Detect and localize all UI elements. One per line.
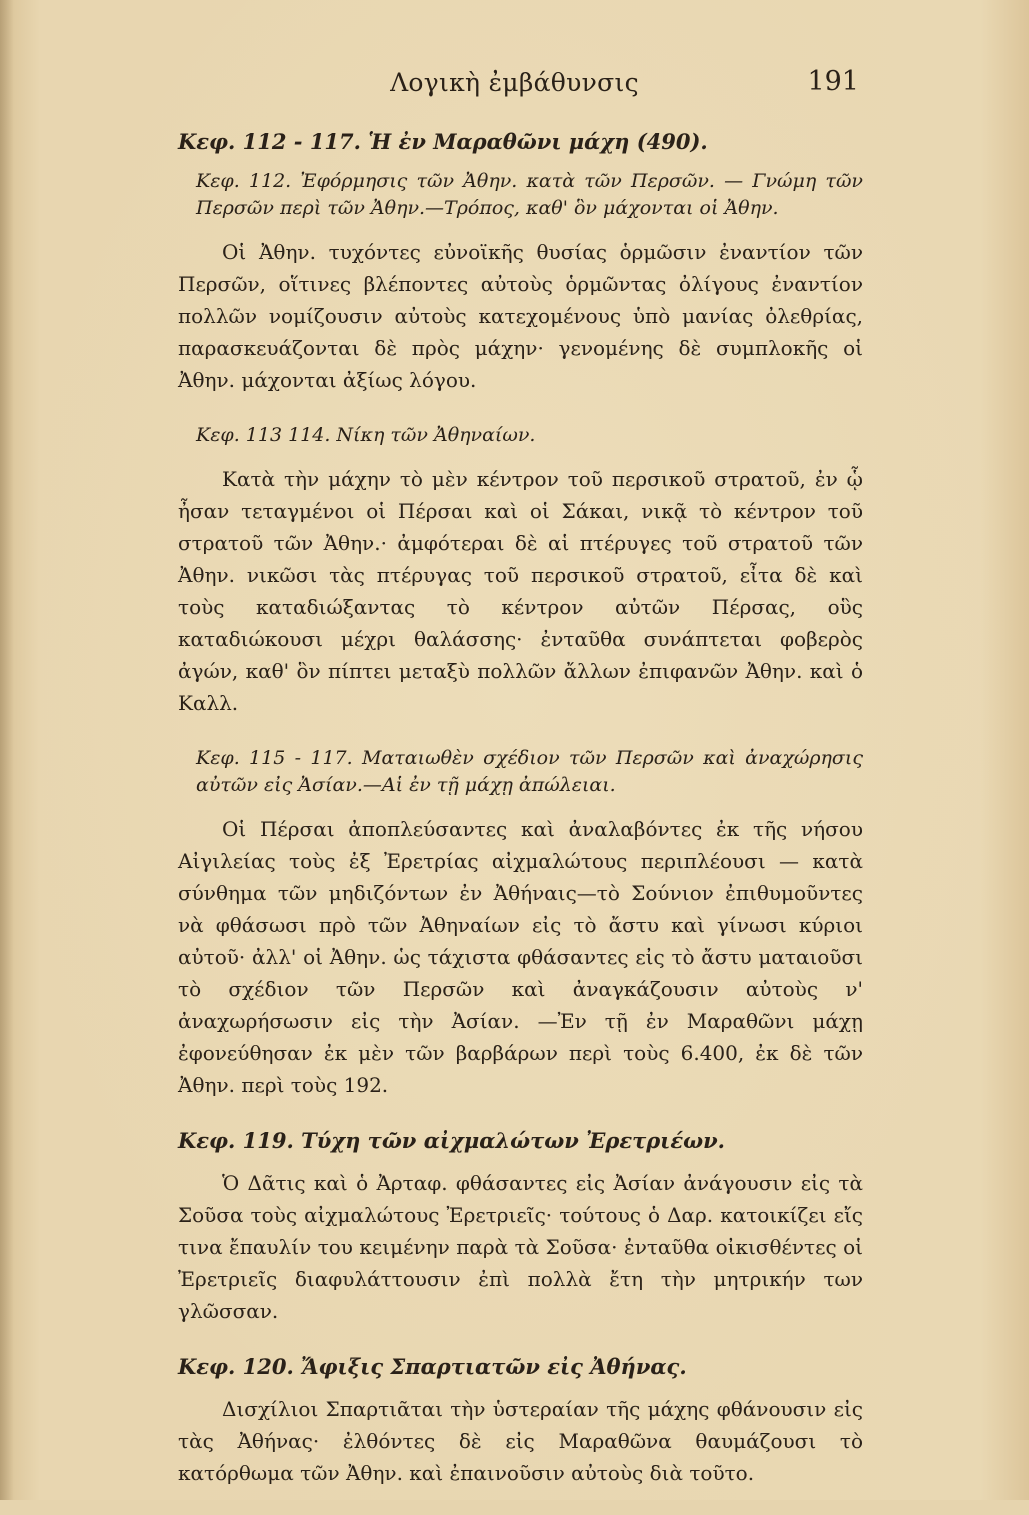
chapter-heading: Κεφ. 120. Ἄφιξις Σπαρτιατῶν εἰς Ἀθήνας. bbox=[178, 1354, 687, 1379]
chapter-heading: Κεφ. 119. Τύχη τῶν αἰχμαλώτων Ἐρετριέων. bbox=[178, 1128, 725, 1153]
chapter-section bbox=[178, 168, 863, 396]
section-text: Δισχίλιοι Σπαρτιᾶται τὴν ὑστεραίαν τῆς μάχης φθάνουσιν εἰς τὰς Ἀθήνας· ἐλθόντες δὲ εἰς Μαραθῶνα θαυμάζουσι τὸ κατόρθωμα τῶν Ἀθην. καὶ ἐπαινοῦσιν αὐτοὺς διὰ τοῦτο. bbox=[178, 1397, 863, 1485]
section-summary: Κεφ. 112. Ἐφόρμησις τῶν Ἀθην. κατὰ τῶν Περσῶν. — Γνώμη τῶν Περσῶν περὶ τῶν Ἀθην.—Τρόπος, καθ' ὃν μάχονται οἱ Ἀθην. bbox=[196, 170, 863, 219]
chapter-section bbox=[178, 422, 863, 719]
section-text: Κατὰ τὴν μάχην τὸ μὲν κέντρον τοῦ περσικοῦ στρατοῦ, ἐν ᾧ ἦσαν τεταγμένοι οἱ Πέρσαι καὶ οἱ Σάκαι, νικᾷ τὸ κέντρον τοῦ στρατοῦ τῶν Ἀθην.· ἀμφότεραι δὲ αἱ πτέρυγες τοῦ στρατοῦ τῶν Ἀθην. νικῶσι τὰς πτέρυγας τοῦ περσικοῦ στρατοῦ, εἶτα δὲ καὶ τοὺς καταδιώξαντας τὸ κέντρον αὐτῶν Πέρσας, οὓς καταδιώκουσι μέχρι θαλάσσης· ἐνταῦθα συνάπτεται φοβερὸς ἀγών, καθ' ὃν πίπτει μεταξὺ πολλῶν ἄλλων ἐπιφανῶν Ἀθην. καὶ ὁ Καλλ. bbox=[178, 467, 863, 715]
section-summary: Κεφ. 113 114. Νίκη τῶν Ἀθηναίων. bbox=[196, 424, 536, 446]
page-edge-shadow bbox=[0, 0, 14, 1500]
section-text: Οἱ Ἀθην. τυχόντες εὐνοϊκῆς θυσίας ὁρμῶσιν ἐναντίον τῶν Περσῶν, οἵτινες βλέποντες αὐτοὺς ὁρμῶντας ὀλίγους ἐναντίον πολλῶν νομίζουσιν αὐτοὺς κατεχομένους ὑπὸ μανίας ὀλεθρίας, παρασκευάζονται δὲ πρὸς μάχην· γενομένης δὲ συμπλοκῆς οἱ Ἀθην. μάχονται ἀξίως λόγου. bbox=[178, 240, 863, 392]
chapter-heading: Κεφ. 112 - 117. Ἡ ἐν Μαραθῶνι μάχη (490). bbox=[178, 129, 708, 154]
section-text: Ὁ Δᾶτις καὶ ὁ Ἀρταφ. φθάσαντες εἰς Ἀσίαν ἀνάγουσιν εἰς τὰ Σοῦσα τοὺς αἰχμαλώτους Ἐρετριεῖς· τούτους ὁ Δαρ. κατοικίζει εἴς τινα ἔπαυλίν του κειμένην παρὰ τὰ Σοῦσα· ἐνταῦθα οἰκισθέντες οἱ Ἐρετριεῖς διαφυλάττουσιν ἐπὶ πολλὰ ἔτη τὴν μητρικήν των γλῶσσαν. bbox=[178, 1171, 863, 1323]
running-head: Λογικὴ ἐμβάθυνσις bbox=[390, 68, 639, 97]
section-summary: Κεφ. 115 - 117. Ματαιωθὲν σχέδιον τῶν Περσῶν καὶ ἀναχώρησις αὐτῶν εἰς Ἀσίαν.—Αἱ ἐν τῇ μάχῃ ἀπώλειαι. bbox=[196, 747, 863, 796]
chapter-section bbox=[178, 1393, 863, 1489]
chapter-section bbox=[178, 745, 863, 1101]
section-text: Οἱ Πέρσαι ἀποπλεύσαντες καὶ ἀναλαβόντες ἐκ τῆς νήσου Αἰγιλείας τοὺς ἐξ Ἐρετρίας αἰχμαλώτους περιπλέουσι — κατὰ σύνθημα τῶν μηδιζόντων ἐν Ἀθήναις—τὸ Σούνιον ἐπιθυμοῦντες νὰ φθάσωσι πρὸ τῶν Ἀθηναίων εἰς τὸ ἄστυ καὶ γίνωσι κύριοι αὐτοῦ· ἀλλ' οἱ Ἀθην. ὡς τάχιστα φθάσαντες εἰς τὸ ἄστυ ματαιοῦσι τὸ σχέδιον τῶν Περσῶν καὶ ἀναγκάζουσιν αὐτοὺς ν' ἀναχωρήσωσιν εἰς τὴν Ἀσίαν. —Ἐν τῇ ἐν Μαραθῶνι μάχῃ ἐφονεύθησαν ἐκ μὲν τῶν βαρβάρων περὶ τοὺς 6.400, ἐκ δὲ τῶν Ἀθην. περὶ τοὺς 192. bbox=[178, 817, 863, 1097]
page-number: 191 bbox=[807, 66, 859, 97]
page-content bbox=[178, 128, 863, 1515]
chapter-section bbox=[178, 1167, 863, 1327]
page-header bbox=[0, 62, 1029, 102]
